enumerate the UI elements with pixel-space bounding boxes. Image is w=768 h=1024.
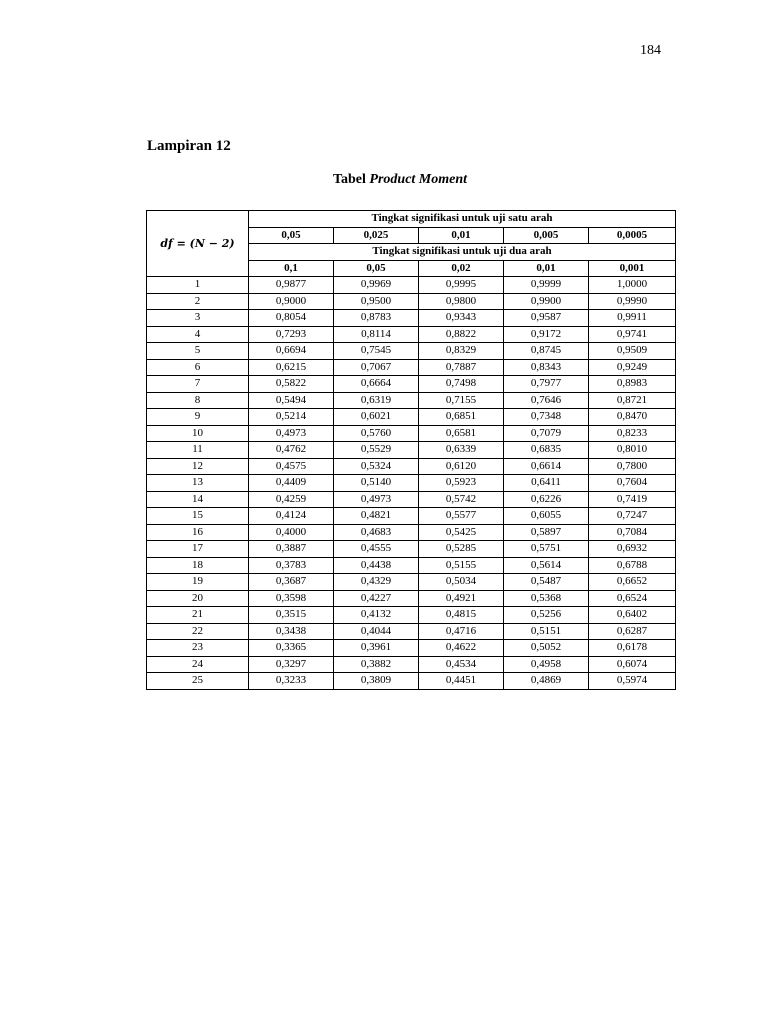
value-cell: 0,5751 <box>504 541 589 558</box>
df-cell: 21 <box>147 607 249 624</box>
df-cell: 4 <box>147 326 249 343</box>
value-cell: 0,6055 <box>504 508 589 525</box>
df-cell: 1 <box>147 277 249 294</box>
table-row <box>147 376 676 393</box>
value-cell: 0,6411 <box>504 475 589 492</box>
two-tailed-level: 0,05 <box>334 260 419 277</box>
table-row <box>147 656 676 673</box>
value-cell: 0,4622 <box>419 640 504 657</box>
value-cell: 0,8783 <box>334 310 419 327</box>
df-cell: 3 <box>147 310 249 327</box>
value-cell: 0,8470 <box>589 409 676 426</box>
value-cell: 0,4124 <box>249 508 334 525</box>
value-cell: 0,9500 <box>334 293 419 310</box>
two-tailed-label: Tingkat signifikasi untuk uji dua arah <box>249 244 676 261</box>
value-cell: 0,8745 <box>504 343 589 360</box>
value-cell: 0,6021 <box>334 409 419 426</box>
value-cell: 0,4821 <box>334 508 419 525</box>
value-cell: 0,5614 <box>504 557 589 574</box>
value-cell: 0,9000 <box>249 293 334 310</box>
df-cell: 25 <box>147 673 249 690</box>
value-cell: 0,8010 <box>589 442 676 459</box>
table-row <box>147 557 676 574</box>
value-cell: 0,7247 <box>589 508 676 525</box>
df-cell: 12 <box>147 458 249 475</box>
value-cell: 0,8329 <box>419 343 504 360</box>
value-cell: 0,4438 <box>334 557 419 574</box>
page-number: 184 <box>640 43 661 58</box>
value-cell: 0,6581 <box>419 425 504 442</box>
df-cell: 16 <box>147 524 249 541</box>
value-cell: 0,9741 <box>589 326 676 343</box>
value-cell: 0,4329 <box>334 574 419 591</box>
value-cell: 0,8054 <box>249 310 334 327</box>
value-cell: 0,4973 <box>334 491 419 508</box>
value-cell: 0,5256 <box>504 607 589 624</box>
value-cell: 0,7646 <box>504 392 589 409</box>
df-cell: 15 <box>147 508 249 525</box>
value-cell: 0,3438 <box>249 623 334 640</box>
value-cell: 0,5577 <box>419 508 504 525</box>
value-cell: 0,9509 <box>589 343 676 360</box>
df-cell: 19 <box>147 574 249 591</box>
df-cell: 9 <box>147 409 249 426</box>
table-row <box>147 574 676 591</box>
table-row <box>147 425 676 442</box>
value-cell: 0,4683 <box>334 524 419 541</box>
value-cell: 0,9343 <box>419 310 504 327</box>
value-cell: 0,6120 <box>419 458 504 475</box>
value-cell: 0,6694 <box>249 343 334 360</box>
table-row <box>147 277 676 294</box>
value-cell: 0,8233 <box>589 425 676 442</box>
df-cell: 6 <box>147 359 249 376</box>
value-cell: 0,3598 <box>249 590 334 607</box>
value-cell: 0,9249 <box>589 359 676 376</box>
value-cell: 0,9900 <box>504 293 589 310</box>
df-cell: 5 <box>147 343 249 360</box>
one-tailed-label: Tingkat signifikasi untuk uji satu arah <box>249 211 676 228</box>
table-row <box>147 293 676 310</box>
value-cell: 0,5923 <box>419 475 504 492</box>
value-cell: 0,7800 <box>589 458 676 475</box>
value-cell: 0,4534 <box>419 656 504 673</box>
value-cell: 0,5368 <box>504 590 589 607</box>
value-cell: 0,9800 <box>419 293 504 310</box>
value-cell: 0,5140 <box>334 475 419 492</box>
value-cell: 0,9877 <box>249 277 334 294</box>
value-cell: 0,6664 <box>334 376 419 393</box>
table-title <box>0 172 768 188</box>
table-row <box>147 458 676 475</box>
value-cell: 0,3783 <box>249 557 334 574</box>
two-tailed-level: 0,01 <box>504 260 589 277</box>
value-cell: 0,6226 <box>504 491 589 508</box>
value-cell: 0,6614 <box>504 458 589 475</box>
one-tailed-level: 0,005 <box>504 227 589 244</box>
df-cell: 13 <box>147 475 249 492</box>
table-body <box>147 277 676 690</box>
value-cell: 0,5529 <box>334 442 419 459</box>
value-cell: 0,3515 <box>249 607 334 624</box>
value-cell: 0,9969 <box>334 277 419 294</box>
value-cell: 0,4815 <box>419 607 504 624</box>
table-row <box>147 359 676 376</box>
value-cell: 0,7977 <box>504 376 589 393</box>
value-cell: 0,5155 <box>419 557 504 574</box>
value-cell: 0,4575 <box>249 458 334 475</box>
value-cell: 0,5425 <box>419 524 504 541</box>
value-cell: 0,8983 <box>589 376 676 393</box>
value-cell: 0,5822 <box>249 376 334 393</box>
value-cell: 0,6287 <box>589 623 676 640</box>
value-cell: 0,4132 <box>334 607 419 624</box>
value-cell: 0,7887 <box>419 359 504 376</box>
value-cell: 0,4555 <box>334 541 419 558</box>
value-cell: 0,7498 <box>419 376 504 393</box>
table-header <box>147 211 676 277</box>
df-cell: 17 <box>147 541 249 558</box>
value-cell: 0,3882 <box>334 656 419 673</box>
table-row <box>147 475 676 492</box>
value-cell: 0,5034 <box>419 574 504 591</box>
value-cell: 0,6788 <box>589 557 676 574</box>
table-row <box>147 524 676 541</box>
value-cell: 0,3961 <box>334 640 419 657</box>
value-cell: 0,5742 <box>419 491 504 508</box>
df-cell: 8 <box>147 392 249 409</box>
value-cell: 0,3809 <box>334 673 419 690</box>
value-cell: 0,6835 <box>504 442 589 459</box>
value-cell: 0,5214 <box>249 409 334 426</box>
one-tailed-level: 0,05 <box>249 227 334 244</box>
value-cell: 0,4259 <box>249 491 334 508</box>
table-row <box>147 508 676 525</box>
value-cell: 0,3297 <box>249 656 334 673</box>
value-cell: 0,4000 <box>249 524 334 541</box>
value-cell: 0,5760 <box>334 425 419 442</box>
appendix-label: Lampiran 12 <box>147 138 231 154</box>
value-cell: 0,4044 <box>334 623 419 640</box>
value-cell: 0,8114 <box>334 326 419 343</box>
df-cell: 20 <box>147 590 249 607</box>
table-row <box>147 409 676 426</box>
df-cell: 10 <box>147 425 249 442</box>
table-row <box>147 541 676 558</box>
value-cell: 0,7155 <box>419 392 504 409</box>
value-cell: 0,9990 <box>589 293 676 310</box>
value-cell: 0,7084 <box>589 524 676 541</box>
value-cell: 0,3687 <box>249 574 334 591</box>
value-cell: 0,9911 <box>589 310 676 327</box>
value-cell: 0,4716 <box>419 623 504 640</box>
value-cell: 0,6524 <box>589 590 676 607</box>
table-row <box>147 392 676 409</box>
value-cell: 0,4451 <box>419 673 504 690</box>
value-cell: 0,4869 <box>504 673 589 690</box>
value-cell: 0,3233 <box>249 673 334 690</box>
value-cell: 0,4921 <box>419 590 504 607</box>
df-cell: 22 <box>147 623 249 640</box>
product-moment-table <box>146 210 676 690</box>
df-cell: 23 <box>147 640 249 657</box>
value-cell: 0,4958 <box>504 656 589 673</box>
value-cell: 0,5487 <box>504 574 589 591</box>
value-cell: 0,6319 <box>334 392 419 409</box>
value-cell: 0,6178 <box>589 640 676 657</box>
df-header: df = (N − 2) <box>147 211 249 277</box>
value-cell: 0,4973 <box>249 425 334 442</box>
df-cell: 7 <box>147 376 249 393</box>
table-row <box>147 343 676 360</box>
value-cell: 0,4762 <box>249 442 334 459</box>
value-cell: 0,5974 <box>589 673 676 690</box>
table-row <box>147 442 676 459</box>
df-cell: 2 <box>147 293 249 310</box>
two-tailed-level: 0,1 <box>249 260 334 277</box>
table-row <box>147 640 676 657</box>
value-cell: 0,6074 <box>589 656 676 673</box>
value-cell: 0,6851 <box>419 409 504 426</box>
value-cell: 0,7348 <box>504 409 589 426</box>
value-cell: 0,5324 <box>334 458 419 475</box>
two-tailed-level: 0,02 <box>419 260 504 277</box>
value-cell: 0,7293 <box>249 326 334 343</box>
one-tailed-label-row <box>147 211 676 228</box>
value-cell: 0,4409 <box>249 475 334 492</box>
value-cell: 0,9999 <box>504 277 589 294</box>
value-cell: 0,5494 <box>249 392 334 409</box>
value-cell: 0,6215 <box>249 359 334 376</box>
value-cell: 0,9587 <box>504 310 589 327</box>
table-row <box>147 491 676 508</box>
value-cell: 0,6402 <box>589 607 676 624</box>
one-tailed-level: 0,0005 <box>589 227 676 244</box>
value-cell: 0,7079 <box>504 425 589 442</box>
table-title-italic: Product Moment <box>369 172 468 187</box>
value-cell: 0,6652 <box>589 574 676 591</box>
table-row <box>147 673 676 690</box>
table-title-prefix: Tabel <box>332 172 370 187</box>
value-cell: 0,8721 <box>589 392 676 409</box>
df-cell: 14 <box>147 491 249 508</box>
value-cell: 0,9995 <box>419 277 504 294</box>
value-cell: 0,5897 <box>504 524 589 541</box>
value-cell: 0,5151 <box>504 623 589 640</box>
table-row <box>147 326 676 343</box>
value-cell: 0,5052 <box>504 640 589 657</box>
value-cell: 0,7067 <box>334 359 419 376</box>
df-cell: 18 <box>147 557 249 574</box>
value-cell: 1,0000 <box>589 277 676 294</box>
df-cell: 11 <box>147 442 249 459</box>
table-row <box>147 623 676 640</box>
value-cell: 0,9172 <box>504 326 589 343</box>
value-cell: 0,7545 <box>334 343 419 360</box>
one-tailed-level: 0,025 <box>334 227 419 244</box>
value-cell: 0,6932 <box>589 541 676 558</box>
df-cell: 24 <box>147 656 249 673</box>
value-cell: 0,7604 <box>589 475 676 492</box>
value-cell: 0,6339 <box>419 442 504 459</box>
table-row <box>147 310 676 327</box>
two-tailed-level: 0,001 <box>589 260 676 277</box>
value-cell: 0,5285 <box>419 541 504 558</box>
value-cell: 0,8822 <box>419 326 504 343</box>
value-cell: 0,4227 <box>334 590 419 607</box>
one-tailed-level: 0,01 <box>419 227 504 244</box>
value-cell: 0,8343 <box>504 359 589 376</box>
value-cell: 0,3887 <box>249 541 334 558</box>
table-row <box>147 590 676 607</box>
value-cell: 0,7419 <box>589 491 676 508</box>
value-cell: 0,3365 <box>249 640 334 657</box>
table-row <box>147 607 676 624</box>
